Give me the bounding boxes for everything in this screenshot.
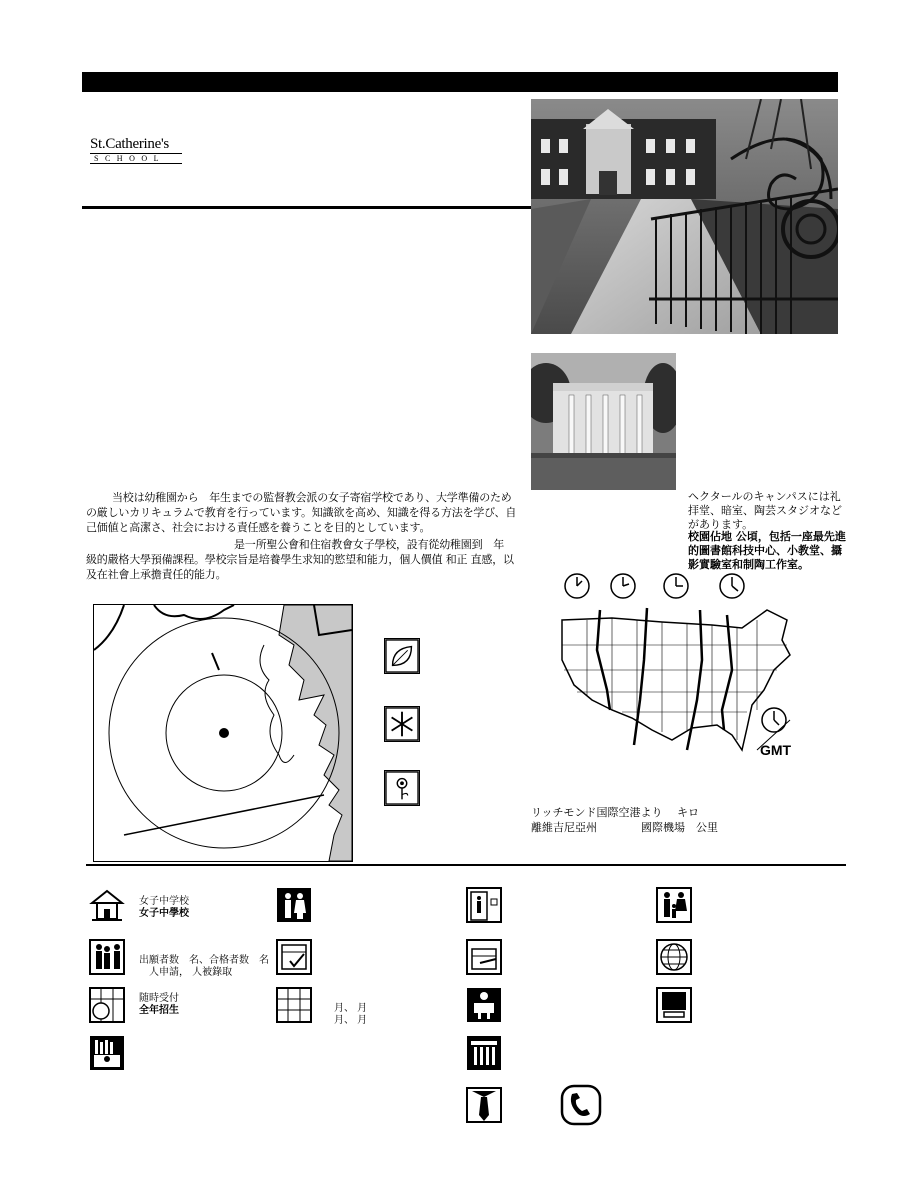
- description-zh: 是一所聖公會和住宿教會女子學校，設有從幼稚園到 年 級的嚴格大學預備課程。學校宗旨是培養學生求知的慾望和能力，個人價值 和正 直感，以及在社會上承擔責任的能力。: [86, 538, 514, 581]
- term-months-label: 月、 月 月、 月: [334, 1003, 368, 1026]
- clock-mountain-icon: [609, 572, 637, 600]
- elevator-dorm-icon: [466, 887, 502, 923]
- header-bar: [82, 72, 838, 92]
- campus-hall-photo: [531, 353, 676, 490]
- header-rule: [82, 206, 532, 209]
- boy-girl-icon: [276, 887, 312, 923]
- logo-name: St.Catherine's: [90, 136, 169, 152]
- computer-icon: [656, 987, 692, 1023]
- clock-pacific-icon: [563, 572, 591, 600]
- family-icon: [656, 887, 692, 923]
- school-logo: [90, 136, 182, 164]
- campus-text-zh: 校園佔地 公頃，包括一座最先進的圖書館科技中心、小教堂、攝影實驗室和制陶工作室。: [688, 530, 846, 571]
- applicants-label: 出願者数 名、合格者数 名 人申請， 人被錄取: [139, 955, 269, 978]
- school-house-icon: [89, 887, 125, 923]
- gmt-label: GMT: [760, 742, 792, 758]
- campus-text-ja: ヘクタールのキャンパスには礼拝堂、暗室、陶芸スタジオなどがあります。: [688, 490, 842, 531]
- snowflake-icon: [384, 706, 420, 742]
- clock-central-icon: [662, 572, 690, 600]
- flower-icon: [384, 770, 420, 806]
- logo-subtitle: SCHOOL: [90, 153, 182, 164]
- calendar-rolling-icon: [89, 987, 125, 1023]
- girls-school-label: 女子中学校 女子中學校: [139, 896, 189, 919]
- teacher-desk-icon: [466, 987, 502, 1023]
- regional-map: [93, 604, 353, 862]
- application-form-icon: [276, 939, 312, 975]
- section-rule: [86, 864, 846, 866]
- globe-icon: [656, 939, 692, 975]
- rolling-admission-label: 随時受付 全年招生: [139, 993, 179, 1016]
- airport-distance-ja: リッチモンド国際空港より キロ: [531, 806, 700, 819]
- leaf-icon: [384, 638, 420, 674]
- applicants-icon: [89, 939, 125, 975]
- calendar-term-icon: [276, 987, 312, 1023]
- pen-form-icon: [466, 939, 502, 975]
- telephone-icon: [560, 1084, 602, 1126]
- campus-gate-photo: [531, 99, 838, 334]
- us-timezone-map: [552, 600, 800, 756]
- column-building-icon: [466, 1035, 502, 1071]
- clock-eastern-icon: [718, 572, 746, 600]
- airport-distance-zh: 離維吉尼亞州 國際機場 公里: [531, 821, 718, 834]
- description-ja: 当校は幼稚園から 年生までの監督教会派の女子寄宿学校であり、大学準備のための厳しいカリキュラムで教育を行っています。知識欲を高め、知識を得る方法を学び、自己価値と高潔さ、社会における責任感を養うことを目的としています。: [86, 491, 517, 534]
- library-books-icon: [89, 1035, 125, 1071]
- necktie-icon: [466, 1087, 502, 1123]
